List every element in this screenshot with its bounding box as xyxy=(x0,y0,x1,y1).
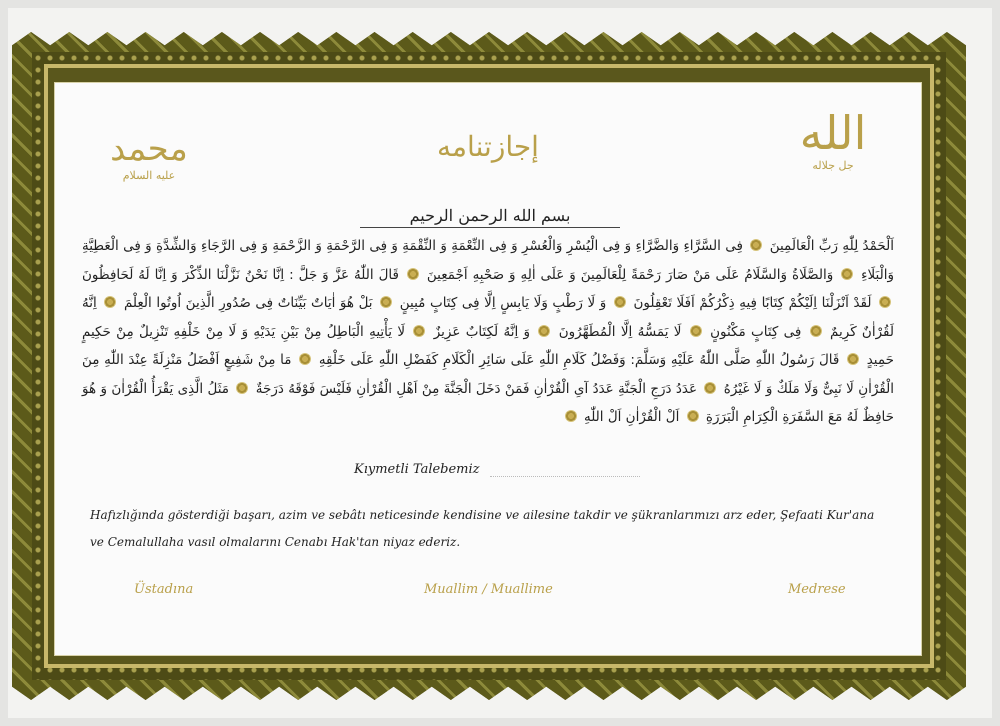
arabic-segment: قَالَ رَسُولُ اللّٰهِ صَلَّى اللّٰهُ عَلَيْهِ وَسَلَّمَ: وَفَضْلُ كَلَامِ اللّٰهِ عَلَى سَائِرِ الْكَلَامِ كَفَضْلِ اللّٰهِ عَلَى خَلْقِهِ xyxy=(318,352,840,368)
arabic-segment: اِنَّهُ لَقُرْاٰنٌ كَرِيمٌ xyxy=(82,295,894,340)
signature-teacher: Üstadına xyxy=(134,582,194,597)
arabic-segment: مَا مِنْ شَفِيعٍ اَفْضَلُ مَنْزِلَةً عِنْدَ اللّٰهِ مِنَ الْقُرْاٰنِ لَا نَبِىٌّ وَلَا مَلَكٌ وَ لَا غَيْرُهُ xyxy=(82,352,894,397)
arabic-segment: عَدَدُ دَرَجِ الْجَنَّةِ عَدَدُ آىِ الْقُرْاٰنِ فَمَنْ دَخَلَ الْجَنَّةَ مِنْ اَهْلِ الْقُرْاٰنِ فَلَيْسَ فَوْقَهُ دَرَجَةٌ xyxy=(255,380,698,397)
calligraphy-muhammad-text: محمد xyxy=(110,129,188,169)
signature-muallim: Muallim / Muallime xyxy=(424,582,553,597)
arabic-segment: قَالَ اللّٰهُ عَزَّ وَ جَلَّ : اِنَّا نَحْنُ نَزَّلْنَا الذِّكْرَ وَ اِنَّا لَهُ لَحَافِظُونَ xyxy=(82,266,399,283)
arabic-segment: وَالصَّلَاةُ وَالسَّلَامُ عَلَى مَنْ صَارَ رَحْمَةً لِلْعَالَمِينَ وَ عَلَى اٰلِهِ وَ صَحْبِهِ اَجْمَعِينَ xyxy=(426,266,834,283)
arabic-segment: وَ لَا رَطْبٍ وَلَا يَابِسٍ اِلَّا فِى كِتَابٍ مُبِينٍ xyxy=(399,295,607,311)
rosette-icon xyxy=(299,353,311,365)
rosette-icon xyxy=(236,382,248,394)
rosette-icon xyxy=(690,325,702,337)
arabic-segment: مَثَلُ الَّذِى يَقْرَأُ الْقُرْاٰنَ وَ هُوَ حَافِظٌ لَهُ مَعَ السَّفَرَةِ الْكِرَامِ الْبَرَرَةِ xyxy=(82,380,894,425)
arabic-segment: لَا يَمَسُّهُ اِلَّا الْمُطَهَّرُونَ xyxy=(558,323,682,340)
calligraphy-muhammad xyxy=(94,129,204,182)
arabic-segment: بَلْ هُوَ اٰيَاتٌ بَيِّنَاتٌ فِى صُدُورِ الَّذِينَ اُوتُوا الْعِلْمَ xyxy=(123,295,373,311)
rosette-icon xyxy=(687,410,699,422)
calligraphy-allah-text: الله xyxy=(799,106,867,160)
arabic-segment: فِى السَّرَّاءِ وَالضَّرَّاءِ وَ فِى الْيُسْرِ وَالْعُسْرِ وَ فِى النِّعْمَةِ وَ النِّقْمَةِ وَ فِى الرَّحْمَةِ وَ الزَّحْمَةِ وَ فِى الرَّجَاءِ وَالشِّدَّةِ وَ فِى الْعَطِيَّةِ وَالْبَلَاءِ xyxy=(82,238,894,283)
arabic-segment: لَا يَأْتِيهِ الْبَاطِلُ مِنْ بَيْنِ يَدَيْهِ وَ لَا مِنْ خَلْفِهِ تَنْزِيلٌ مِنْ حَكِيمٍ حَمِيدٍ xyxy=(82,323,894,368)
rosette-icon xyxy=(614,296,626,308)
arabic-segment: وَ اِنَّهُ لَكِتَابٌ عَزِيزٌ xyxy=(433,323,531,340)
rosette-icon xyxy=(810,325,822,337)
rosette-icon xyxy=(879,296,891,308)
arabic-segment: اَلْ الْقُرْاٰنِ اَلْ اللّٰهِ xyxy=(583,409,680,425)
certificate-content xyxy=(54,82,922,656)
rosette-icon xyxy=(104,296,116,308)
rosette-icon xyxy=(413,325,425,337)
calligraphy-muhammad-small: عليه السلام xyxy=(122,169,176,182)
rosette-icon xyxy=(704,382,716,394)
rosette-icon xyxy=(538,325,550,337)
certificate-title: إجازتنامه xyxy=(437,130,539,163)
blessing-text: Hafızlığında gösterdiği başarı, azim ve sebâtı neticesinde kendisine ve ailesine takdir ve şükranlarımızı arz eder, Şefaati Kur'ana ve Cemalullaha vasıl olmalarını Cenabı Hak'tan niyaz ederiz. xyxy=(90,508,875,549)
rosette-icon xyxy=(847,353,859,365)
arabic-segment: لَقَدْ اَنْزَلْنَا اِلَيْكُمْ كِتَابًا فِيهِ ذِكْرُكُمْ اَفَلَا تَعْقِلُونَ xyxy=(633,295,872,311)
rosette-icon xyxy=(380,296,392,308)
rosette-icon xyxy=(750,239,762,251)
calligraphy-allah xyxy=(778,106,888,172)
arabic-segment: فِى كِتَابٍ مَكْنُونٍ xyxy=(710,323,802,340)
student-name-line xyxy=(490,464,640,477)
rosette-icon xyxy=(407,268,419,280)
student-row xyxy=(354,462,640,477)
basmala: بسم الله الرحمن الرحيم xyxy=(360,206,620,228)
student-label: Kıymetli Talebemiz xyxy=(354,462,480,477)
arabic-segment: اَلْحَمْدُ لِلّٰهِ رَبِّ الْعَالَمِينَ xyxy=(769,238,895,254)
arabic-text-block xyxy=(82,232,894,432)
rosette-icon xyxy=(565,410,577,422)
signature-madrasa: Medrese xyxy=(788,582,846,597)
calligraphy-allah-small: جل جلاله xyxy=(812,159,854,172)
rosette-icon xyxy=(841,268,853,280)
